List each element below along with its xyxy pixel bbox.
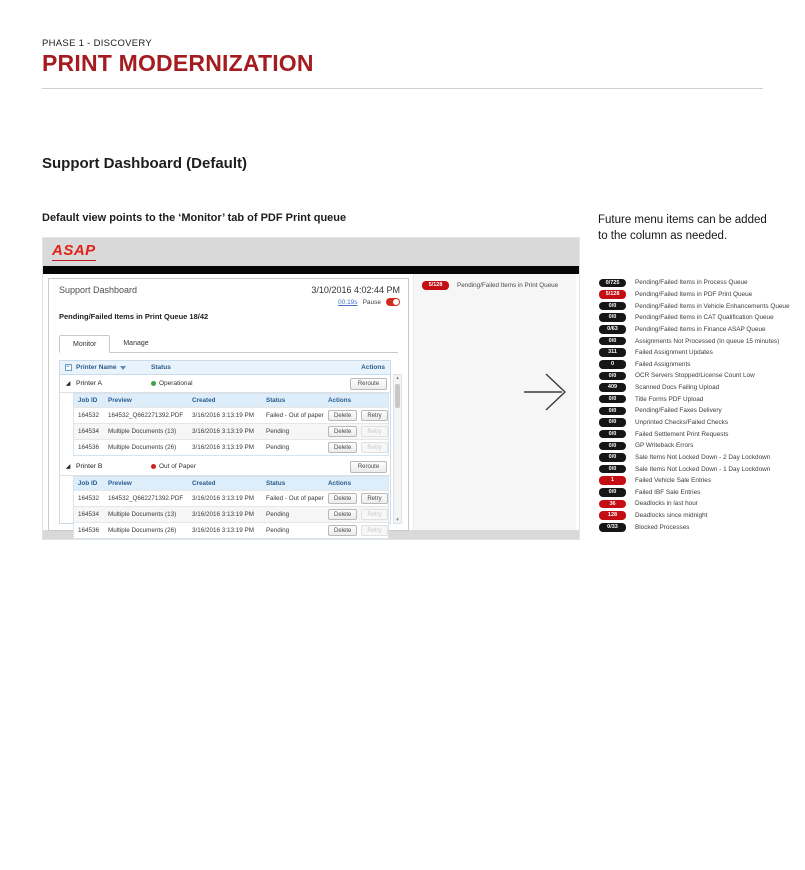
menu-item-label: Failed Assignments	[635, 360, 691, 368]
menu-item-label: Sale Items Not Locked Down - 1 Day Lockdown	[635, 465, 771, 473]
delete-button[interactable]: Delete	[328, 442, 357, 453]
logo-band	[43, 238, 579, 266]
job-created: 3/16/2016 3:13:19 PM	[192, 511, 254, 518]
printer-status: Out of Paper	[159, 463, 196, 470]
side-note: Future menu items can be added to the column as needed.	[598, 214, 767, 242]
menu-item[interactable]	[599, 510, 790, 522]
menu-item-label: Assignments Not Processed (In queue 15 minutes)	[635, 337, 780, 345]
job-created: 3/16/2016 3:13:19 PM	[192, 428, 254, 435]
menu-item-label: GP Writeback Errors	[635, 442, 694, 450]
menu-item[interactable]	[599, 324, 790, 336]
job-status: Failed - Out of paper	[266, 412, 324, 419]
menu-badge: 0	[599, 360, 626, 369]
queue-callout[interactable]	[422, 281, 558, 290]
job-created: 3/16/2016 3:13:19 PM	[192, 412, 254, 419]
job-actions-header: Actions	[328, 480, 352, 487]
status-header: Status	[151, 364, 171, 371]
menu-item[interactable]	[599, 428, 790, 440]
menu-item-label: Failed Settlement Print Requests	[635, 430, 729, 438]
reroute-button[interactable]: Reroute	[350, 461, 387, 473]
menu-item[interactable]	[599, 358, 790, 370]
menu-item[interactable]	[599, 382, 790, 394]
printer-status: Operational	[159, 380, 193, 387]
job-status-header: Status	[266, 397, 286, 404]
menu-item[interactable]	[599, 521, 790, 533]
delete-button[interactable]: Delete	[328, 525, 357, 536]
menu-item-label: Deadlocks since midnight	[635, 512, 708, 520]
menu-badge: 0/0	[599, 313, 626, 322]
menu-item-label: Failed IBF Sale Entries	[635, 488, 701, 496]
pause-label: Pause	[362, 298, 381, 306]
job-created: 3/16/2016 3:13:19 PM	[192, 527, 254, 534]
menu-badge: 0/0	[599, 453, 626, 462]
menu-badge: 1	[599, 476, 626, 485]
job-row	[74, 522, 388, 538]
actions-header: Actions	[361, 364, 385, 371]
tab-monitor[interactable]: Monitor	[59, 335, 110, 353]
menu-item-label: Pending/Failed Items in CAT Qualification Queue	[635, 314, 774, 322]
menu-badge: 0/0	[599, 488, 626, 497]
menu-item[interactable]	[599, 440, 790, 452]
job-status: Failed - Out of paper	[266, 495, 324, 502]
job-created-header: Created	[192, 397, 216, 404]
pause-toggle[interactable]	[386, 298, 400, 306]
dashboard-title: Support Dashboard	[59, 285, 138, 295]
job-row	[74, 407, 388, 423]
printer-grid	[59, 360, 391, 534]
menu-badge: 0/0	[599, 442, 626, 451]
job-preview[interactable]: 164532_Q662271392.PDF	[108, 412, 184, 419]
menu-item[interactable]	[599, 417, 790, 429]
menu-badge: 0/63	[599, 325, 626, 334]
menu-item-label: Failed Assignment Updates	[635, 349, 713, 357]
printer-name-header[interactable]: Printer Name	[76, 364, 117, 371]
support-dashboard-panel	[48, 278, 409, 534]
scrollbar-thumb[interactable]	[395, 384, 400, 408]
menu-badge: 36	[599, 500, 626, 509]
expand-icon[interactable]: ◢	[65, 464, 71, 470]
job-created-header: Created	[192, 480, 216, 487]
menu-badge: 0/725	[599, 279, 626, 288]
menu-item-label: Unprinted Checks/Failed Checks	[635, 419, 729, 426]
refresh-countdown-link[interactable]: 00:19s	[338, 298, 358, 306]
job-table	[73, 476, 389, 539]
menu-item[interactable]	[599, 405, 790, 417]
job-table	[73, 393, 389, 456]
menu-item[interactable]	[599, 498, 790, 510]
job-status: Pending	[266, 428, 290, 435]
menu-item[interactable]	[599, 300, 790, 312]
menu-item-label: Pending/Failed Items in Vehicle Enhancements Queue	[635, 302, 790, 310]
printer-grid-header	[60, 361, 390, 375]
header-divider	[42, 88, 763, 89]
menu-badge: 0/0	[599, 430, 626, 439]
queue-badge: 5/128	[422, 281, 449, 290]
grid-scrollbar[interactable]	[393, 374, 402, 524]
menu-item[interactable]	[599, 487, 790, 499]
menu-badge: 0/0	[599, 372, 626, 381]
right-arrow-icon	[522, 368, 574, 416]
menu-badge: 0/0	[599, 407, 626, 416]
top-nav-bar	[43, 266, 579, 274]
menu-badge: 5/128	[599, 290, 626, 299]
job-preview[interactable]: Multiple Documents (26)	[108, 527, 177, 534]
menu-badge: 0/0	[599, 302, 626, 311]
queue-subtitle: Pending/Failed Items in Print Queue 18/42	[59, 312, 209, 321]
menu-item[interactable]	[599, 289, 790, 301]
job-table-header	[74, 394, 388, 407]
menu-item[interactable]	[599, 277, 790, 289]
delete-button[interactable]: Delete	[328, 426, 357, 437]
menu-badge: 0/33	[599, 523, 626, 532]
menu-item[interactable]	[599, 335, 790, 347]
job-status: Pending	[266, 511, 290, 518]
retry-button[interactable]: Retry	[361, 442, 387, 453]
menu-item[interactable]	[599, 393, 790, 405]
dashboard-timestamp: 3/10/2016 4:02:44 PM	[311, 285, 400, 295]
menu-badge: 0/0	[599, 465, 626, 474]
scroll-up-icon[interactable]: ▴	[396, 375, 399, 381]
printer-row[interactable]	[60, 458, 390, 476]
future-menu-list	[599, 277, 790, 533]
job-preview-header: Preview	[108, 480, 132, 487]
menu-item[interactable]	[599, 347, 790, 359]
job-row	[74, 439, 388, 455]
status-dot	[151, 381, 156, 386]
menu-item-label: OCR Servers Stopped/License Count Low	[635, 372, 755, 380]
delete-button[interactable]: Delete	[328, 509, 357, 520]
menu-item[interactable]	[599, 370, 790, 382]
job-preview[interactable]: Multiple Documents (13)	[108, 511, 177, 518]
job-id-header: Job ID	[78, 397, 98, 404]
menu-item[interactable]	[599, 452, 790, 464]
menu-item-label: Failed Vehicle Sale Entries	[635, 477, 712, 485]
job-row	[74, 490, 388, 506]
asap-logo: ASAP	[52, 242, 96, 259]
job-id: 164532	[78, 495, 100, 502]
job-status-header: Status	[266, 480, 286, 487]
menu-badge: 409	[599, 383, 626, 392]
job-preview[interactable]: 164532_Q662271392.PDF	[108, 495, 184, 502]
job-preview[interactable]: Multiple Documents (13)	[108, 428, 177, 435]
job-preview-header: Preview	[108, 397, 132, 404]
job-id: 164534	[78, 428, 100, 435]
refresh-controls	[338, 298, 400, 306]
job-id-header: Job ID	[78, 480, 98, 487]
menu-badge: 311	[599, 348, 626, 357]
menu-badge: 128	[599, 511, 626, 520]
filter-icon[interactable]	[120, 366, 126, 370]
retry-button[interactable]: Retry	[361, 493, 387, 504]
job-id: 164534	[78, 511, 100, 518]
job-row	[74, 423, 388, 439]
menu-item-label: Pending/Failed Faxes Delivery	[635, 407, 722, 415]
menu-item-label: Scanned Docs Failing Upload	[635, 384, 720, 392]
section-title: Support Dashboard (Default)	[42, 155, 247, 172]
job-created: 3/16/2016 3:13:19 PM	[192, 495, 254, 502]
expand-icon[interactable]: ◢	[65, 381, 71, 387]
menu-item-label: Deadlocks in last hour	[635, 500, 698, 508]
retry-button[interactable]: Retry	[361, 426, 387, 437]
job-actions-header: Actions	[328, 397, 352, 404]
collapse-all-icon[interactable]: −	[66, 364, 70, 370]
printer-name: Printer B	[76, 463, 103, 470]
job-status: Pending	[266, 527, 290, 534]
menu-item[interactable]	[599, 463, 790, 475]
menu-item-label: Pending/Failed Items in Process Queue	[635, 279, 748, 287]
job-table-header	[74, 477, 388, 490]
job-id: 164532	[78, 412, 100, 419]
reroute-button[interactable]: Reroute	[350, 378, 387, 390]
menu-item[interactable]	[599, 312, 790, 324]
menu-item-label: Title Forms PDF Upload	[635, 395, 704, 403]
menu-badge: 0/0	[599, 418, 626, 427]
menu-item-label: Pending/Failed Items in Finance ASAP Queue	[635, 325, 766, 333]
tab-manage[interactable]: Manage	[123, 340, 149, 347]
job-preview[interactable]: Multiple Documents (26)	[108, 444, 177, 451]
job-row	[74, 506, 388, 522]
phase-eyebrow: PHASE 1 - DISCOVERY	[42, 38, 153, 49]
page-title: PRINT MODERNIZATION	[42, 50, 314, 76]
menu-item-label: Pending/Failed Items in PDF Print Queue	[635, 290, 753, 298]
job-created: 3/16/2016 3:13:19 PM	[192, 444, 254, 451]
delete-button[interactable]: Delete	[328, 493, 357, 504]
retry-button[interactable]: Retry	[361, 525, 387, 536]
queue-callout-label: Pending/Failed Items in Print Queue	[457, 281, 559, 289]
retry-button[interactable]: Retry	[361, 509, 387, 520]
scroll-down-icon[interactable]: ▾	[396, 517, 399, 523]
job-id: 164536	[78, 444, 100, 451]
printer-name: Printer A	[76, 380, 103, 387]
menu-item[interactable]	[599, 475, 790, 487]
printer-row[interactable]	[60, 375, 390, 393]
job-id: 164536	[78, 527, 100, 534]
tab-bar	[59, 335, 398, 353]
delete-button[interactable]: Delete	[328, 410, 357, 421]
dashboard-screenshot	[42, 237, 580, 540]
menu-item-label: Sale Items Not Locked Down - 2 Day Lockdown	[635, 453, 771, 461]
callout-panel	[413, 274, 576, 530]
retry-button[interactable]: Retry	[361, 410, 387, 421]
menu-badge: 0/0	[599, 337, 626, 346]
status-dot	[151, 464, 156, 469]
menu-item-label: Blocked Processes	[635, 523, 690, 531]
job-status: Pending	[266, 444, 290, 451]
screenshot-caption: Default view points to the ‘Monitor’ tab of PDF Print queue	[42, 212, 347, 224]
menu-badge: 0/0	[599, 395, 626, 404]
